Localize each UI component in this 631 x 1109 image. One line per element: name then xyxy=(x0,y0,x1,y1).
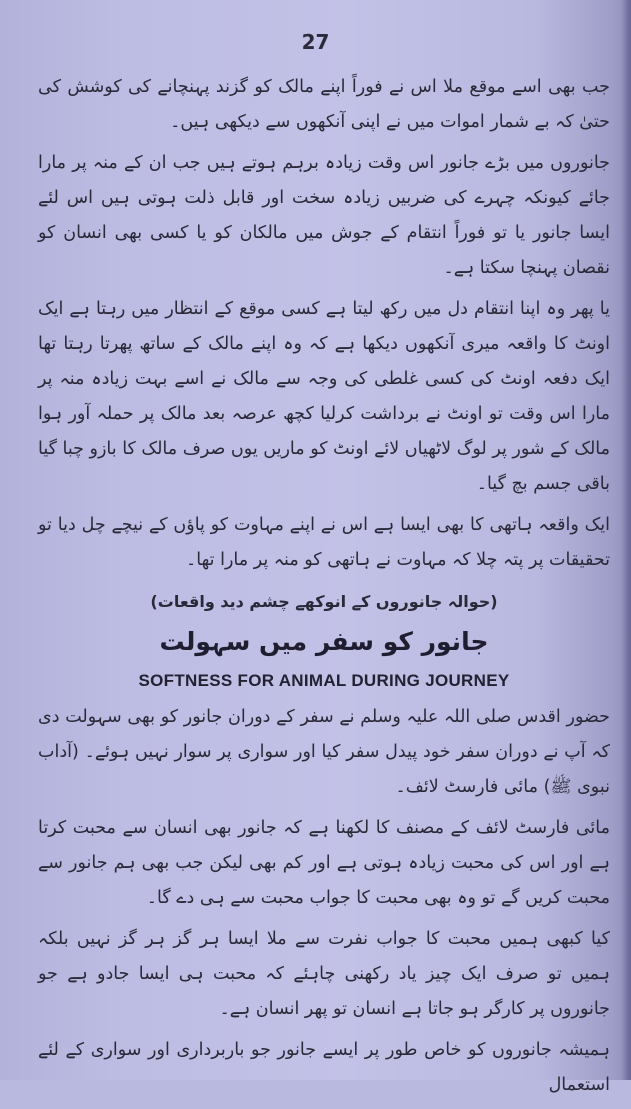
source-reference: (حوالہ جانوروں کے انوکھے چشم دید واقعات) xyxy=(150,592,498,611)
paragraph: جانوروں میں بڑے جانور اس وقت زیادہ برہم ہوتے ہیں جب ان کے منہ پر مارا جائے کیونکہ چہرے کی ضربیں زیادہ سخت اور قابل ذلت ہوتی ہیں اس لئے ایسا جانور یا تو فوراً انتقام کے جوش میں مالکان کو یا کسی بھی انسان کو نقصان پہنچا سکتا ہے۔ xyxy=(38,153,610,278)
page-content xyxy=(38,70,610,1109)
paragraph: یا پھر وہ اپنا انتقام دل میں رکھ لیتا ہے کسی موقع کے انتظار میں رہتا ہے ایک اونٹ کا واقعہ میری آنکھوں دیکھا ہے کہ وہ اپنے مالک کے ساتھ پھرتا رہتا تھا ایک دفعہ اونٹ کی کسی غلطی کی وجہ سے مالک نے اسے بہت زیادہ منہ پر مارا اس وقت تو اونٹ نے برداشت کرلیا کچھ عرصہ بعد مالک پر حملہ آور ہوا مالک کے شور پر لوگ لاٹھیاں لائے اونٹ کو ماریں یوں صرف مالک کا بازو چبا گیا باقی جسم بچ گیا۔ xyxy=(38,299,610,494)
page-number: 27 xyxy=(301,30,330,54)
section-heading-urdu: جانور کو سفر میں سہولت xyxy=(159,627,489,656)
paragraph: حضور اقدس صلی اللہ علیہ وسلم نے سفر کے دوران جانور کو بھی سہولت دی کہ آپ نے دوران سفر خود پیدل سفر کیا اور سواری پر سوار نہیں ہوئے۔ (آداب نبوی ﷺ) مائی فارسٹ لائف۔ xyxy=(38,707,610,797)
section-heading-english: SOFTNESS FOR ANIMAL DURING JOURNEY xyxy=(138,671,510,690)
paragraph: مائی فارسٹ لائف کے مصنف کا لکھنا ہے کہ جانور بھی انسان سے محبت کرتا ہے اور اس کی محبت زیادہ ہوتی ہے اور کم بھی لیکن جب بھی ہم جانور سے محبت کریں گے تو وہ بھی محبت کا جواب محبت سے ہی دے گا۔ xyxy=(38,818,610,908)
paragraph: کیا کبھی ہمیں محبت کا جواب نفرت سے ملا ایسا ہر گز ہر گز نہیں بلکہ ہمیں تو صرف ایک چیز یاد رکھنی چاہئے کہ محبت ہی ایسا جادو ہے جو جانوروں پر کارگر ہو جاتا ہے انسان تو پھر انسان ہے۔ xyxy=(38,929,610,1019)
paragraph: ہمیشہ جانوروں کو خاص طور پر ایسے جانور جو باربرداری اور سواری کے لئے استعمال xyxy=(38,1040,610,1095)
page-binding-shadow xyxy=(621,0,631,1080)
paragraph: ایک واقعہ ہاتھی کا بھی ایسا ہے اس نے اپنے مہاوت کو پاؤں کے نیچے چل دیا تو تحقیقات پر پتہ چلا کہ مہاوت نے ہاتھی کو منہ پر مارا تھا۔ xyxy=(38,515,610,570)
paragraph: جب بھی اسے موقع ملا اس نے فوراً اپنے مالک کو گزند پہنچانے کی کوشش کی حتیٰ کہ بے شمار اموات میں نے اپنی آنکھوں سے دیکھی ہیں۔ xyxy=(38,77,610,132)
